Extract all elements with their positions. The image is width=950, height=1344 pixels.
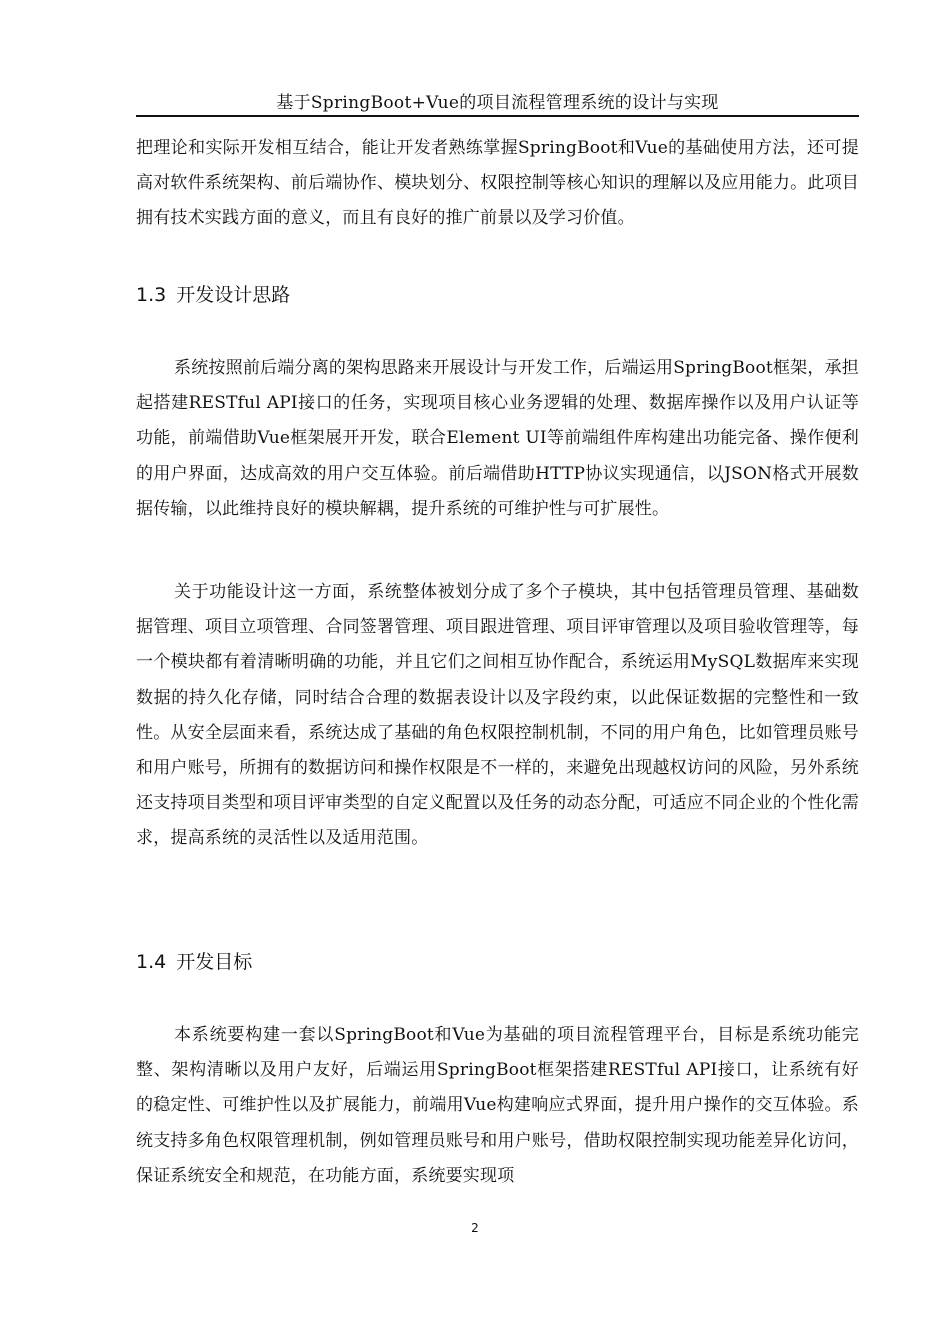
section-number: 1.4 <box>136 951 167 973</box>
running-header: 基于SpringBoot+Vue的项目流程管理系统的设计与实现 <box>276 93 719 113</box>
section-1-4-paragraph-1: 本系统要构建一套以SpringBoot和Vue为基础的项目流程管理平台，目标是系统功能完整、架构清晰以及用户友好，后端运用SpringBoot框架搭建RESTful API接口，让系统有好的稳定性、可维护性以及扩展能力，前端用Vue构建响应式界面，提升用户操作的交互体验。系统支持多角色权限管理机制，例如管理员账号和用户账号，借助权限控制实现功能差异化访问，保证系统安全和规范，在功能方面，系统要实现项 <box>136 1025 859 1186</box>
section-title: 开发目标 <box>176 951 253 973</box>
section-title: 开发设计思路 <box>176 284 291 306</box>
section-1-3-paragraph-2: 关于功能设计这一方面，系统整体被划分成了多个子模块，其中包括管理员管理、基础数据管理、项目立项管理、合同签署管理、项目跟进管理、项目评审管理以及项目验收管理等，每一个模块都有着清晰明确的功能，并且它们之间相互协作配合，系统运用MySQL数据库来实现数据的持久化存储，同时结合合理的数据表设计以及字段约束，以此保证数据的完整性和一致性。从安全层面来看，系统达成了基础的角色权限控制机制，不同的用户角色，比如管理员账号和用户账号，所拥有的数据访问和操作权限是不一样的，来避免出现越权访问的风险，另外系统还支持项目类型和项目评审类型的自定义配置以及任务的动态分配，可适应不同企业的个性化需求，提高系统的灵活性以及适用范围。 <box>136 582 859 849</box>
intro-paragraph: 把理论和实际开发相互结合，能让开发者熟练掌握SpringBoot和Vue的基础使用方法，还可提高对软件系统架构、前后端协作、模块划分、权限控制等核心知识的理解以及应用能力。此项目拥有技术实践方面的意义，而且有良好的推广前景以及学习价值。 <box>136 138 859 229</box>
section-heading-1-3 <box>136 282 290 308</box>
section-number: 1.3 <box>136 284 167 306</box>
header-divider <box>136 115 859 117</box>
section-heading-1-4 <box>136 949 252 975</box>
page-number: 2 <box>471 1221 479 1235</box>
section-1-3-paragraph-1: 系统按照前后端分离的架构思路来开展设计与开发工作，后端运用SpringBoot框架，承担起搭建RESTful API接口的任务，实现项目核心业务逻辑的处理、数据库操作以及用户认证等功能，前端借助Vue框架展开开发，联合Element UI等前端组件库构建出功能完备、操作便利的用户界面，达成高效的用户交互体验。前后端借助HTTP协议实现通信，以JSON格式开展数据传输，以此维持良好的模块解耦，提升系统的可维护性与可扩展性。 <box>136 358 859 519</box>
